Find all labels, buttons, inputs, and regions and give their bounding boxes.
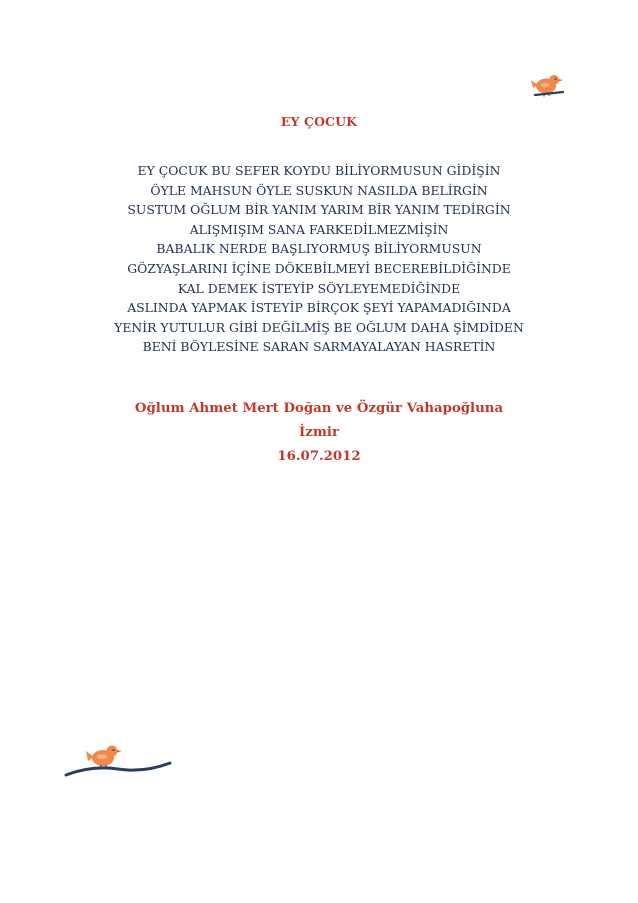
poem-line: YENİR YUTULUR GİBİ DEĞİLMİŞ BE OĞLUM DAHA ŞİMDİDEN (114, 319, 524, 335)
dedication-line: Oğlum Ahmet Mert Doğan ve Özgür Vahapoğluna (134, 401, 504, 416)
poem-line: GÖZYAŞLARINI İÇİNE DÖKEBİLMEYİ BECEREBİLDİĞİNDE (127, 260, 511, 276)
poem-line: KAL DEMEK İSTEYİP SÖYLEYEMEDİĞİNDE (177, 280, 461, 296)
dedication-place: İzmir (299, 425, 339, 440)
dedication-block (0, 397, 638, 469)
poem-line: EY ÇOCUK BU SEFER KOYDU BİLİYORMUSUN GİDİŞİN (137, 163, 501, 178)
poem-line: BABALIK NERDE BAŞLIYORMUŞ BİLİYORMUSUN (156, 241, 482, 257)
poem-body (0, 161, 638, 357)
dedication-date: 16.07.2012 (277, 449, 361, 464)
poem-line: ALIŞMIŞIM SANA FARKEDİLMEZMİŞİN (189, 221, 449, 237)
poem-line: ASLINDA YAPMAK İSTEYİP BİRÇOK ŞEYİ YAPAMADIĞINDA (127, 300, 511, 316)
poem-title: EY ÇOCUK (280, 114, 358, 129)
poem-line: BENİ BÖYLESİNE SARAN SARMAYALAYAN HASRETİN (142, 339, 496, 355)
orange-bird-on-wave-icon (62, 735, 172, 785)
poem-line: ÖYLE MAHSUN ÖYLE SUSKUN NASILDA BELİRGİN (150, 182, 488, 198)
orange-bird-icon (527, 70, 565, 102)
poem-line: SUSTUM OĞLUM BİR YANIM YARIM BİR YANIM TEDİRGİN (127, 202, 511, 218)
